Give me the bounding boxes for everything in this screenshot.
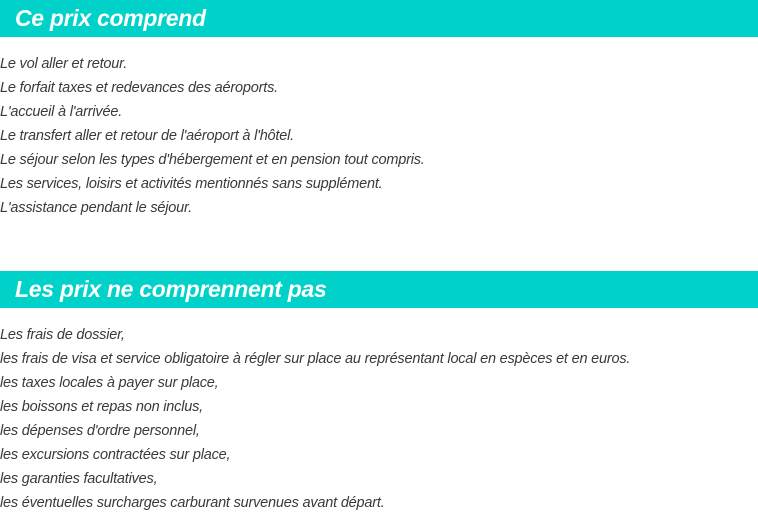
list-item: Les frais de dossier, xyxy=(0,327,125,343)
list-item: Le vol aller et retour. xyxy=(0,56,128,72)
price-excludes-title: Les prix ne comprennent pas xyxy=(15,276,327,302)
list-item: les boissons et repas non inclus, xyxy=(0,399,203,415)
price-includes-list xyxy=(0,52,425,220)
price-excludes-section xyxy=(0,271,758,511)
list-item: les dépenses d'ordre personnel, xyxy=(0,423,200,439)
list-item: Le transfert aller et retour de l'aéroport à l'hôtel. xyxy=(0,128,294,144)
list-item: L'accueil à l'arrivée. xyxy=(0,104,123,120)
list-item: Le séjour selon les types d'hébergement et en pension tout compris. xyxy=(0,152,425,168)
list-item: les excursions contractées sur place, xyxy=(0,447,231,463)
list-item: les frais de visa et service obligatoire à régler sur place au représentant local en espèces et en euros. xyxy=(0,351,631,367)
list-item: Les services, loisirs et activités mentionnés sans supplément. xyxy=(0,176,383,192)
price-includes-section xyxy=(0,0,758,216)
list-item: L'assistance pendant le séjour. xyxy=(0,200,192,216)
list-item: les éventuelles surcharges carburant survenues avant départ. xyxy=(0,495,385,511)
list-item: les garanties facultatives, xyxy=(0,471,158,487)
list-item: les taxes locales à payer sur place, xyxy=(0,375,219,391)
price-excludes-header xyxy=(0,271,758,308)
price-includes-title: Ce prix comprend xyxy=(15,5,206,31)
price-excludes-list xyxy=(0,323,630,515)
price-includes-header xyxy=(0,0,758,37)
list-item: Le forfait taxes et redevances des aéroports. xyxy=(0,80,278,96)
